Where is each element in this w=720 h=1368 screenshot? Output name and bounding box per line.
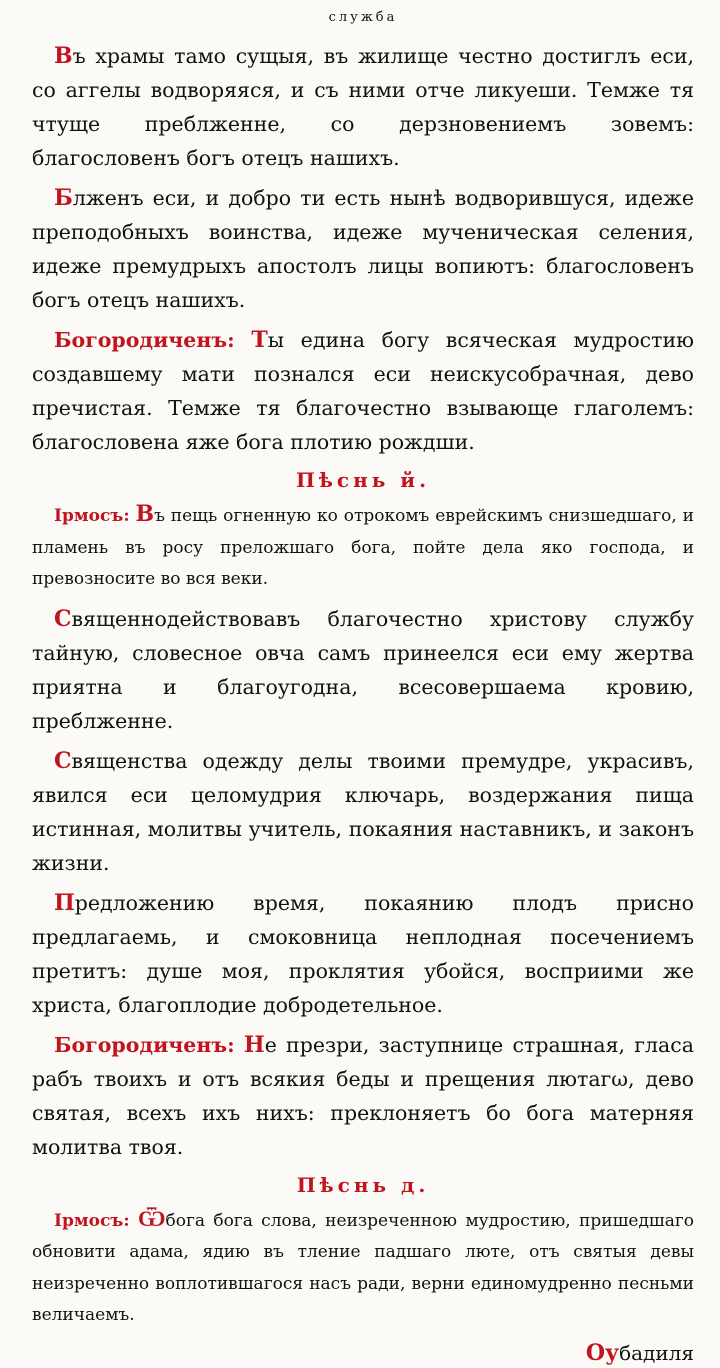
- troparion-text: ы едина богу всяческая мудростию создавшему мати познался еси неискусобрачная, дево пречистая. Темже тя благочестно взывающе глаголемъ: благословена яже бога плотию рождши.: [32, 328, 694, 454]
- initial-letter: П: [54, 889, 75, 916]
- initial-letter: Ѿ: [137, 1205, 166, 1232]
- initial-letter: В: [135, 501, 155, 527]
- irmos-text: бога бога слова, неизреченною мудростию, пришедшаго обновити адама, ядию въ тление падшаго люте, отъ святыя девы неизреченно воплотившагося насъ ради, верни единомудренно песньми величаемъ.: [32, 1210, 695, 1325]
- troparion-2: [32, 181, 694, 317]
- rubric-label: Богородиченъ:: [54, 1032, 235, 1057]
- rubric-label: Ірмосъ:: [54, 1210, 130, 1231]
- troparion-1: [32, 39, 694, 175]
- irmos-9: [32, 1204, 694, 1332]
- irmos-text: ъ пещь огненную ко отрокомъ еврейскимъ снизшедшаго, и пламень въ росу преложшаго бога, пойте дела яко господа, и превозносите во вся веки.: [32, 506, 694, 589]
- troparion-3: [32, 602, 694, 738]
- initial-letter: Т: [251, 327, 268, 353]
- troparion-text: е презри, заступнице страшная, гласа рабъ твоихъ и отъ всякия беды и прещения лютагω, дево святая, всехъ ихъ нихъ: преклоняетъ бо бога матерняя молитва твоя.: [32, 1032, 694, 1159]
- ode-9-title: Пѣснь д.: [296, 1172, 430, 1197]
- theotokion-1: [32, 323, 694, 459]
- troparion-text: вященства одежду делы твоими премудре, украсивъ, явился еси целомудрия ключарь, воздержания пища истинная, молитвы учитель, покаяния наставникъ, и законъ жизни.: [32, 748, 694, 875]
- initial-letter: С: [54, 605, 72, 632]
- irmos-8: [32, 499, 694, 596]
- initial-letter: В: [54, 43, 73, 69]
- initial-letter: Оу: [585, 1339, 620, 1366]
- troparion-5: [32, 886, 694, 1022]
- running-head: служба: [328, 10, 398, 25]
- rubric-label: Богородиченъ:: [54, 328, 235, 352]
- rubric-label: Ірмосъ:: [54, 506, 130, 526]
- troparion-text: ъ храмы тамо сущыя, въ жилище честно достиглъ еси, со аггелы водворяяся, и съ ними отче ликуеши. Темже тя чтуще преблженне, со дерзновениемъ зовемъ: благословенъ богъ отецъ нашихъ.: [32, 44, 694, 170]
- troparion-text: лженъ еси, и добро ти есть нынѣ водворившуся, идеже преподобныхъ воинства, идеже мученическая селения, идеже премудрыхъ апостолъ лицы вопиютъ: благословенъ богъ отецъ нашихъ.: [32, 186, 694, 312]
- catchword: [32, 1338, 694, 1368]
- troparion-text: вященнодействовавъ благочестно христову службу тайную, словесное овча самъ принеелся еси ему жертва приятна и благоугодна, всесовершаема кровию, преблженне.: [32, 606, 694, 733]
- ode-8-title: Пѣснь й.: [295, 468, 431, 492]
- initial-letter: С: [54, 747, 72, 774]
- troparion-text: редложению время, покаянию плодъ присно предлагаемь, и смоковница неплодная посечениемъ претитъ: душе моя, проклятия убойся, восприими же христа, благоплодие добродетельное.: [32, 890, 694, 1017]
- initial-letter: Б: [54, 185, 73, 211]
- theotokion-2: [32, 1028, 694, 1164]
- catchword-text: бадиля: [619, 1340, 694, 1365]
- troparion-4: [32, 744, 694, 880]
- initial-letter: Н: [243, 1031, 265, 1058]
